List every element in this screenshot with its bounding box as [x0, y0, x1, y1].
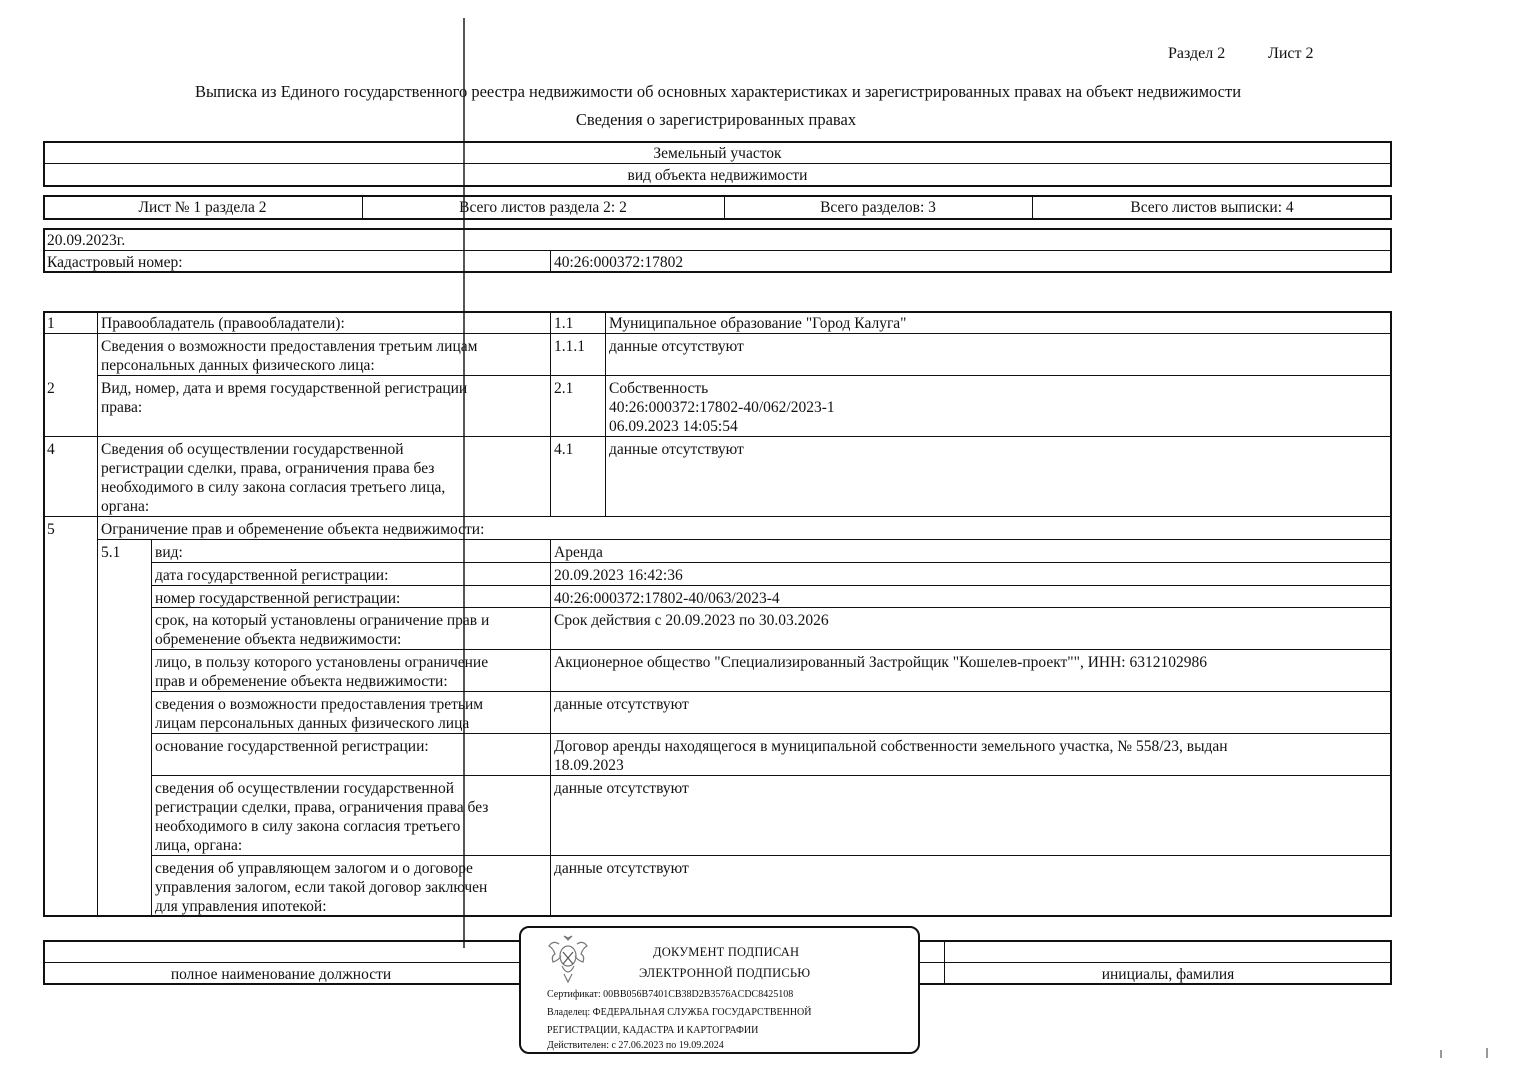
restriction-pd-label-line1: сведения о возможности предоставления третьим: [155, 696, 484, 713]
cadastral-label: Кадастровый номер:: [47, 254, 183, 271]
row1-value: Муниципальное образование "Город Калуга": [609, 315, 907, 332]
row1-label: Правообладатель (правообладатели):: [101, 315, 345, 332]
restriction-kind-value: Аренда: [554, 544, 603, 561]
row1a-label-line2: персональных данных физического лица:: [101, 357, 375, 374]
restriction-pledge-label-line1: сведения об управляющем залогом и о договоре: [155, 860, 473, 877]
row2-value-line1: Собственность: [609, 380, 709, 397]
signature-position-caption: полное наименование должности: [170, 966, 392, 983]
restriction-pd-value: данные отсутствуют: [554, 696, 689, 713]
restriction-person-value: Акционерное общество "Специализированный Застройщик "Кошелев-проект"", ИНН: 6312102986: [554, 654, 1207, 671]
stamp-certificate: Сертификат: 00BB056B7401CB38D2B3576ACDC8425108: [547, 989, 794, 1000]
emblem-icon: [545, 934, 591, 986]
restriction-pledge-label-line3: для управления ипотекой:: [155, 898, 327, 915]
row1a-value: данные отсутствуют: [609, 338, 744, 355]
document-subtitle: Сведения о зарегистрированных правах: [575, 110, 857, 129]
row2-value-line3: 06.09.2023 14:05:54: [609, 418, 738, 435]
total-sections: Всего разделов: 3: [820, 199, 936, 216]
restriction-basis-value-line2: 18.09.2023: [554, 757, 624, 774]
row1a-subnumber: 1.1.1: [554, 338, 585, 355]
stamp-line1: ДОКУМЕНТ ПОДПИСАН: [653, 945, 800, 959]
restriction-date-label: дата государственной регистрации:: [155, 567, 389, 584]
sheet-number: Лист № 1 раздела 2: [138, 199, 267, 216]
row2-label-line2: права:: [101, 399, 143, 416]
restriction-number-label: номер государственной регистрации:: [155, 590, 401, 607]
restriction-term-label-line2: обременение объекта недвижимости:: [155, 631, 402, 648]
restriction-number-value: 40:26:000372:17802-40/063/2023-4: [554, 590, 780, 607]
document-title: Выписка из Единого государственного реестра недвижимости об основных характеристиках и зарегистрированных правах на объект недвижимости: [194, 82, 1242, 101]
row4-number: 4: [47, 441, 55, 458]
row4-label-line4: органа:: [101, 498, 150, 515]
restriction-basis-label: основание государственной регистрации:: [155, 738, 429, 755]
total-sheets-section: Всего листов раздела 2: 2: [459, 199, 627, 216]
signature-name-caption: инициалы, фамилия: [1101, 966, 1235, 983]
row4-subnumber: 4.1: [554, 441, 574, 458]
restriction-person-label-line1: лицо, в пользу которого установлены ограничение: [155, 654, 489, 671]
scan-speck: [1486, 1048, 1488, 1058]
restriction-date-value: 20.09.2023 16:42:36: [554, 567, 683, 584]
electronic-signature-stamp: [519, 926, 920, 1054]
total-sheets-extract: Всего листов выписки: 4: [1130, 199, 1294, 216]
row1-subnumber: 1.1: [554, 315, 574, 332]
restriction-pledge-label-line2: управления залогом, если такой договор заключен: [155, 879, 488, 896]
restriction-person-label-line2: прав и обременение объекта недвижимости:: [155, 673, 448, 690]
restriction-consent-label-line4: лица, органа:: [155, 837, 243, 854]
restriction-kind-label: вид:: [155, 544, 183, 561]
row1-number: 1: [47, 315, 55, 332]
row2-number: 2: [47, 380, 55, 397]
row2-value-line2: 40:26:000372:17802-40/062/2023-1: [609, 399, 835, 416]
restriction-basis-value-line1: Договор аренды находящегося в муниципальной собственности земельного участка, № 558/23, выдан: [554, 738, 1228, 755]
row2-label-line1: Вид, номер, дата и время государственной регистрации: [101, 380, 468, 397]
cadastral-number: 40:26:000372:17802: [554, 254, 684, 271]
stamp-owner-line2: РЕГИСТРАЦИИ, КАДАСТРА И КАРТОГРАФИИ: [547, 1025, 759, 1036]
row4-label-line3: необходимого в силу закона согласия третьего лица,: [101, 479, 446, 496]
row5-number: 5: [47, 521, 55, 538]
row5-subnumber: 5.1: [101, 544, 121, 561]
restriction-consent-label-line2: регистрации сделки, права, ограничения права без: [155, 799, 489, 816]
object-type: Земельный участок: [653, 145, 782, 162]
restriction-term-label-line1: срок, на который установлены ограничение прав и: [155, 612, 490, 629]
restriction-consent-value: данные отсутствуют: [554, 780, 689, 797]
restriction-pd-label-line2: лицам персональных данных физического лица: [155, 715, 470, 732]
row2-subnumber: 2.1: [554, 380, 574, 397]
stamp-line2: ЭЛЕКТРОННОЙ ПОДПИСЬЮ: [639, 966, 811, 980]
extract-date: 20.09.2023г.: [47, 232, 126, 249]
restriction-consent-label-line1: сведения об осуществлении государственной: [155, 780, 455, 797]
row5-label: Ограничение прав и обременение объекта недвижимости:: [101, 521, 485, 538]
restriction-pledge-value: данные отсутствуют: [554, 860, 689, 877]
restriction-consent-label-line3: необходимого в силу закона согласия третьего: [155, 818, 461, 835]
restriction-term-value: Срок действия с 20.09.2023 по 30.03.2026: [554, 612, 829, 629]
scan-speck: [1440, 1050, 1442, 1058]
row1a-label-line1: Сведения о возможности предоставления третьим лицам: [101, 338, 478, 355]
sheet-label: Лист 2: [1268, 45, 1314, 62]
stamp-validity: Действителен: с 27.06.2023 по 19.09.2024: [547, 1040, 724, 1051]
row4-value: данные отсутствуют: [609, 441, 744, 458]
section-label: Раздел 2: [1168, 45, 1226, 62]
object-type-caption: вид объекта недвижимости: [627, 167, 808, 184]
stamp-owner-line1: Владелец: ФЕДЕРАЛЬНАЯ СЛУЖБА ГОСУДАРСТВЕННОЙ: [547, 1007, 812, 1018]
row4-label-line1: Сведения об осуществлении государственной: [101, 441, 404, 458]
row4-label-line2: регистрации сделки, права, ограничения права без: [101, 460, 435, 477]
